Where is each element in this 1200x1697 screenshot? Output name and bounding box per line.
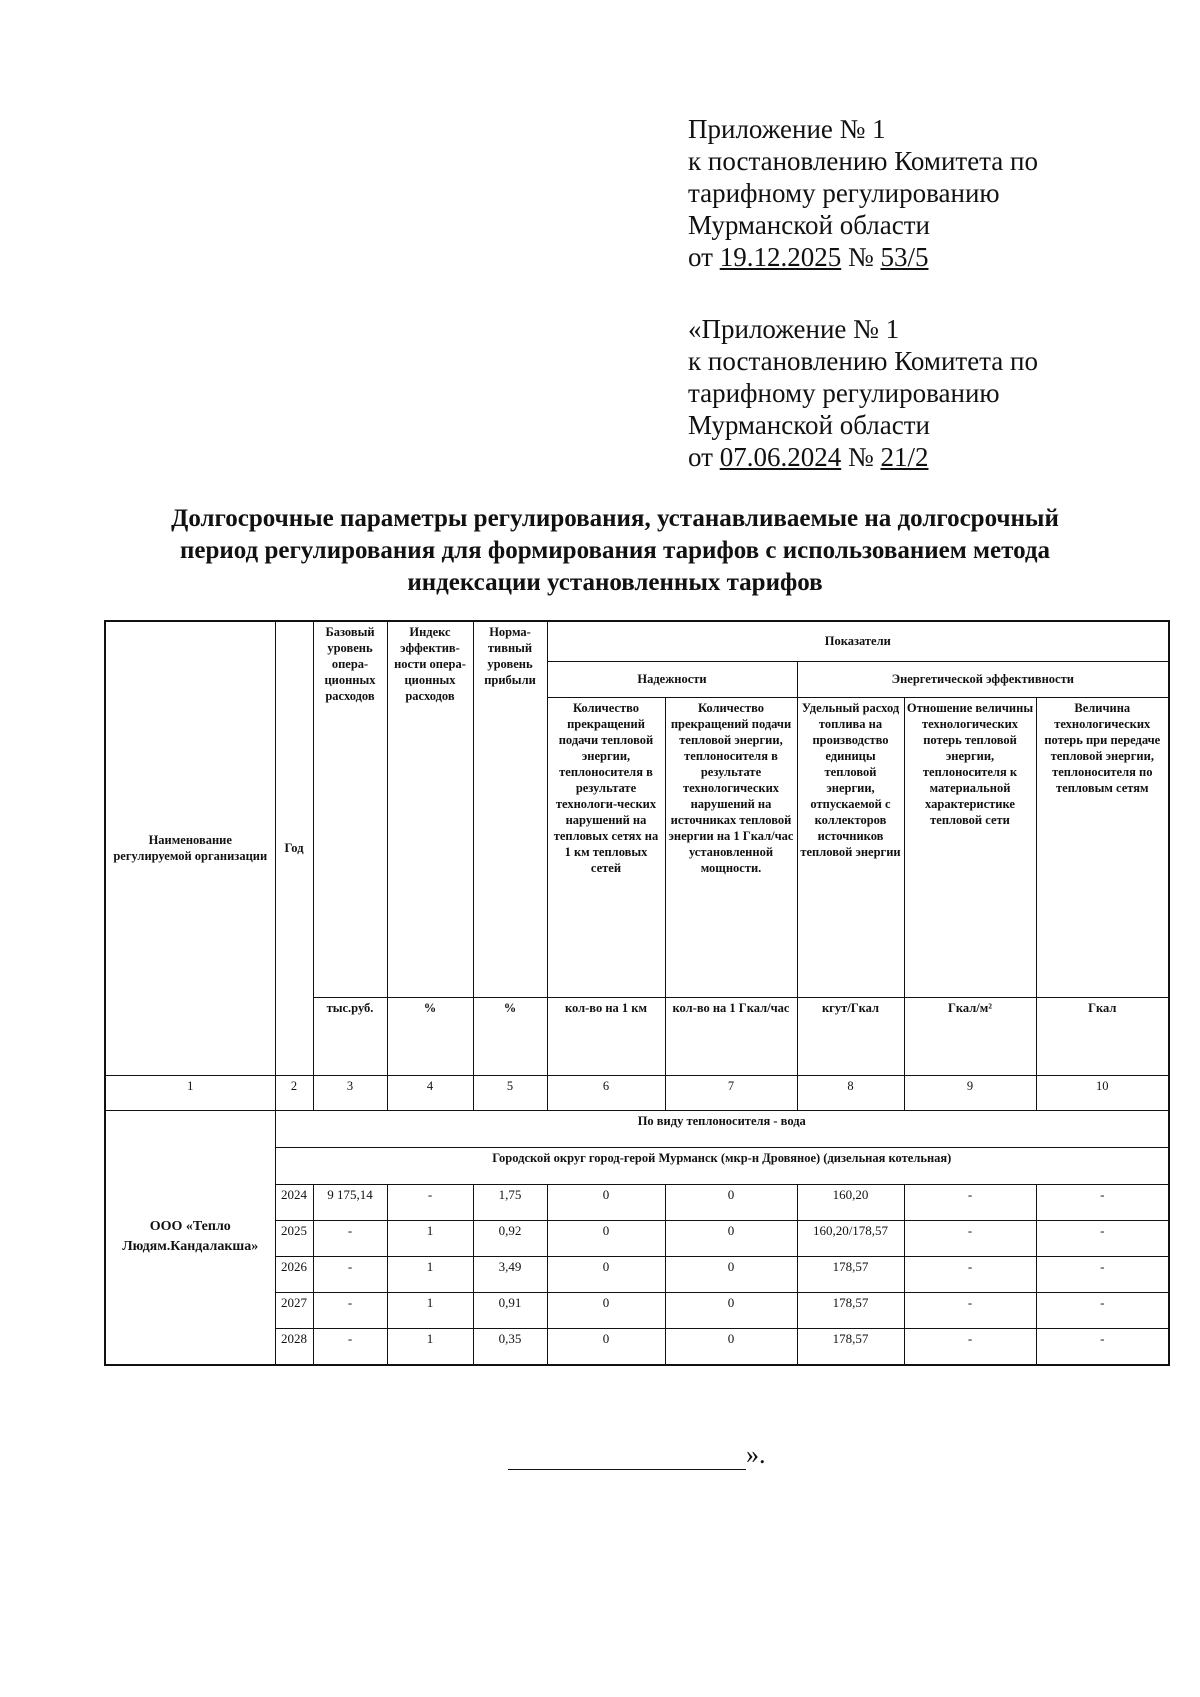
appendix-header-current	[688, 113, 1038, 273]
header-profit: Норма-тивный уровень прибыли	[473, 621, 547, 997]
parameters-table	[104, 620, 1170, 1366]
cell-efficiency-index: 1	[387, 1292, 473, 1328]
header-col6: Количество прекращений подачи тепловой энергии, теплоносителя в результате технологи-ческих нарушений на тепловых сетях на 1 км тепловых сетей	[547, 697, 665, 997]
header-col8: Удельный расход топлива на производство единицы тепловой энергии, отпускаемой с коллекторов источников тепловой энергии	[797, 697, 904, 997]
number-prefix: №	[841, 242, 881, 272]
column-number: 9	[904, 1075, 1036, 1110]
column-number: 6	[547, 1075, 665, 1110]
cell-efficiency-index: 1	[387, 1220, 473, 1256]
appendix-line: к постановлению Комитета по	[688, 346, 1038, 376]
cell-profit: 0,91	[473, 1292, 547, 1328]
cell-profit: 1,75	[473, 1184, 547, 1220]
unit-base-cost: тыс.руб.	[313, 997, 387, 1075]
closing-line	[508, 1440, 766, 1470]
cell-col7: 0	[665, 1256, 797, 1292]
number-prefix: №	[841, 442, 881, 472]
header-energy-efficiency: Энергетической эффективности	[797, 661, 1169, 697]
header-organization: Наименование регулируемой организации	[105, 621, 275, 1075]
appendix-line: тарифному регулированию	[688, 178, 1000, 208]
header-reliability: Надежности	[547, 661, 797, 697]
cell-year: 2028	[275, 1328, 313, 1365]
cell-col6: 0	[547, 1292, 665, 1328]
cell-col8: 178,57	[797, 1256, 904, 1292]
cell-year: 2026	[275, 1256, 313, 1292]
cell-efficiency-index: -	[387, 1184, 473, 1220]
cell-profit: 0,35	[473, 1328, 547, 1365]
column-number: 7	[665, 1075, 797, 1110]
cell-col6: 0	[547, 1328, 665, 1365]
unit-col6: кол-во на 1 км	[547, 997, 665, 1075]
cell-col9: -	[904, 1292, 1036, 1328]
cell-col6: 0	[547, 1256, 665, 1292]
column-number: 4	[387, 1075, 473, 1110]
cell-year: 2027	[275, 1292, 313, 1328]
cell-col9: -	[904, 1184, 1036, 1220]
appendix-line: тарифному регулированию	[688, 378, 1000, 408]
appendix-line: Приложение № 1	[688, 114, 886, 144]
column-number: 3	[313, 1075, 387, 1110]
closing-underline	[508, 1447, 746, 1470]
appendix-date-line	[688, 241, 1038, 273]
cell-efficiency-index: 1	[387, 1256, 473, 1292]
cell-profit: 0,92	[473, 1220, 547, 1256]
cell-col9: -	[904, 1256, 1036, 1292]
cell-col9: -	[904, 1328, 1036, 1365]
appendix-number: 21/2	[880, 442, 929, 472]
unit-col8: кгут/Гкал	[797, 997, 904, 1075]
header-indicators: Показатели	[547, 621, 1169, 661]
appendix-line: «Приложение № 1	[688, 314, 900, 344]
appendix-date-line	[688, 441, 1038, 473]
column-number: 5	[473, 1075, 547, 1110]
date-prefix: от	[688, 242, 720, 272]
cell-profit: 3,49	[473, 1256, 547, 1292]
header-col10: Величина технологических потерь при передаче тепловой энергии, теплоносителя по тепловым сетям	[1036, 697, 1169, 997]
cell-col7: 0	[665, 1184, 797, 1220]
column-number: 2	[275, 1075, 313, 1110]
cell-col7: 0	[665, 1292, 797, 1328]
unit-col10: Гкал	[1036, 997, 1169, 1075]
cell-year: 2025	[275, 1220, 313, 1256]
cell-col10: -	[1036, 1328, 1169, 1365]
appendix-date: 07.06.2024	[719, 442, 842, 472]
cell-col6: 0	[547, 1184, 665, 1220]
cell-col10: -	[1036, 1256, 1169, 1292]
header-col9: Отношение величины технологических потерь тепловой энергии, теплоносителя к материальной характеристике тепловой сети	[904, 697, 1036, 997]
appendix-number: 53/5	[880, 242, 929, 272]
column-number: 1	[105, 1075, 275, 1110]
cell-col8: 160,20	[797, 1184, 904, 1220]
section-heat-carrier: По виду теплоносителя - вода	[275, 1110, 1169, 1147]
cell-base-cost: 9 175,14	[313, 1184, 387, 1220]
document-title: Долгосрочные параметры регулирования, устанавливаемые на долгосрочный период регулирования для формирования тарифов с использованием метода индексации установленных тарифов	[171, 505, 1059, 596]
appendix-line: Мурманской области	[688, 410, 930, 440]
unit-col9: Гкал/м²	[904, 997, 1036, 1075]
cell-col8: 178,57	[797, 1328, 904, 1365]
cell-col7: 0	[665, 1220, 797, 1256]
cell-base-cost: -	[313, 1328, 387, 1365]
closing-quote: ».	[746, 1440, 766, 1469]
cell-col9: -	[904, 1220, 1036, 1256]
column-number: 8	[797, 1075, 904, 1110]
appendix-line: Мурманской области	[688, 210, 930, 240]
column-number: 10	[1036, 1075, 1169, 1110]
section-location: Городской округ город-герой Мурманск (мкр-н Дровяное) (дизельная котельная)	[275, 1147, 1169, 1184]
cell-col6: 0	[547, 1220, 665, 1256]
appendix-line: к постановлению Комитета по	[688, 146, 1038, 176]
cell-year: 2024	[275, 1184, 313, 1220]
cell-col10: -	[1036, 1292, 1169, 1328]
cell-col10: -	[1036, 1220, 1169, 1256]
header-base-cost: Базовый уровень опера-ционных расходов	[313, 621, 387, 997]
cell-col7: 0	[665, 1328, 797, 1365]
appendix-date: 19.12.2025	[719, 242, 842, 272]
unit-profit: %	[473, 997, 547, 1075]
date-prefix: от	[688, 442, 720, 472]
organization-name: ООО «Тепло Людям.Кандалакша»	[105, 1110, 275, 1365]
unit-efficiency-index: %	[387, 997, 473, 1075]
cell-col8: 178,57	[797, 1292, 904, 1328]
cell-col10: -	[1036, 1184, 1169, 1220]
cell-col8: 160,20/178,57	[797, 1220, 904, 1256]
cell-base-cost: -	[313, 1292, 387, 1328]
unit-col7: кол-во на 1 Гкал/час	[665, 997, 797, 1075]
cell-base-cost: -	[313, 1220, 387, 1256]
cell-base-cost: -	[313, 1256, 387, 1292]
appendix-header-previous	[688, 313, 1038, 473]
header-efficiency-index: Индекс эффектив-ности опера-ционных расходов	[387, 621, 473, 997]
header-year: Год	[275, 621, 313, 1075]
cell-efficiency-index: 1	[387, 1328, 473, 1365]
header-col7: Количество прекращений подачи тепловой энергии, теплоносителя в результате технологических нарушений на источниках тепловой энергии на 1 Гкал/час установленной мощности.	[665, 697, 797, 997]
